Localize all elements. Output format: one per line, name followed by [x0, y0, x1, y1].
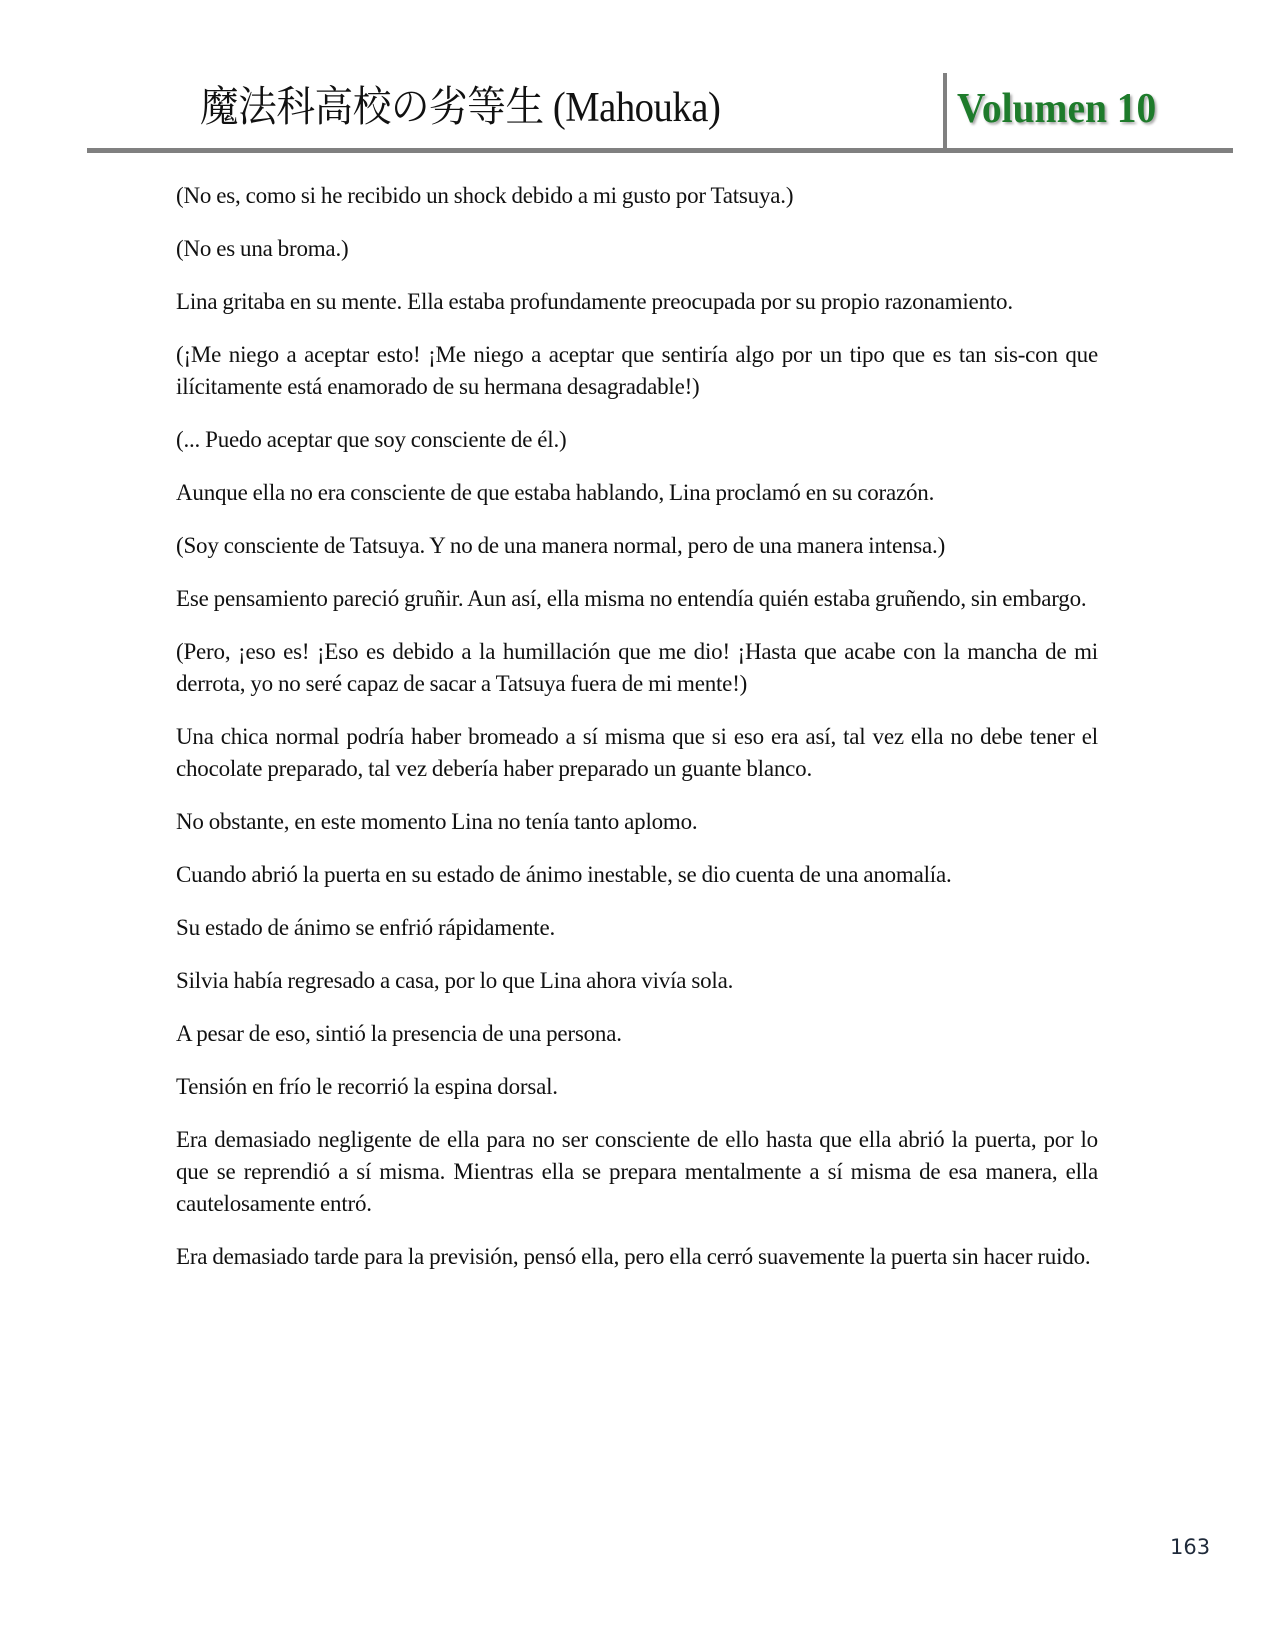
- paragraph: Cuando abrió la puerta en su estado de ánimo inestable, se dio cuenta de una anomalía.: [176, 862, 952, 887]
- book-title: 魔法科高校の劣等生 (Mahouka): [200, 85, 721, 131]
- paragraph: Tensión en frío le recorrió la espina dorsal.: [176, 1074, 558, 1099]
- page-body: [176, 180, 1098, 1294]
- paragraph: No obstante, en este momento Lina no tenía tanto aplomo.: [176, 809, 698, 834]
- paragraph: Ese pensamiento pareció gruñir. Aun así, ella misma no entendía quién estaba gruñendo, sin embargo.: [176, 586, 1087, 611]
- paragraph: Aunque ella no era consciente de que estaba hablando, Lina proclamó en su corazón.: [176, 480, 935, 505]
- paragraph: Su estado de ánimo se enfrió rápidamente.: [176, 915, 556, 940]
- page-number: 163: [1170, 1535, 1211, 1559]
- paragraph: (... Puedo aceptar que soy consciente de él.): [176, 427, 567, 452]
- header-horizontal-rule: [87, 148, 1233, 153]
- header-vertical-divider: [943, 73, 947, 153]
- volume-label: Volumen 10: [957, 86, 1157, 132]
- page-header: [0, 0, 1275, 160]
- paragraph: (Soy consciente de Tatsuya. Y no de una manera normal, pero de una manera intensa.): [176, 533, 946, 558]
- paragraph: A pesar de eso, sintió la presencia de una persona.: [176, 1021, 622, 1046]
- paragraph: (No es una broma.): [176, 236, 349, 261]
- paragraph: (Pero, ¡eso es! ¡Eso es debido a la humillación que me dio! ¡Hasta que acabe con la mancha de mi derrota, yo no seré capaz de sacar a Tatsuya fuera de mi mente!): [176, 639, 1098, 696]
- paragraph: Era demasiado negligente de ella para no ser consciente de ello hasta que ella abrió la puerta, por lo que se reprendió a sí misma. Mientras ella se prepara mentalmente a sí misma de esa manera, ella cautelosamente entró.: [176, 1127, 1098, 1216]
- paragraph: Silvia había regresado a casa, por lo que Lina ahora vivía sola.: [176, 968, 734, 993]
- paragraph: (¡Me niego a aceptar esto! ¡Me niego a aceptar que sentiría algo por un tipo que es tan sis-con que ilícitamente está enamorado de su hermana desagradable!): [176, 342, 1098, 399]
- paragraph: (No es, como si he recibido un shock debido a mi gusto por Tatsuya.): [176, 183, 794, 208]
- paragraph: Lina gritaba en su mente. Ella estaba profundamente preocupada por su propio razonamiento.: [176, 289, 1013, 314]
- paragraph: Era demasiado tarde para la previsión, pensó ella, pero ella cerró suavemente la puerta sin hacer ruido.: [176, 1244, 1091, 1269]
- paragraph: Una chica normal podría haber bromeado a sí misma que si eso era así, tal vez ella no debe tener el chocolate preparado, tal vez debería haber preparado un guante blanco.: [176, 724, 1098, 781]
